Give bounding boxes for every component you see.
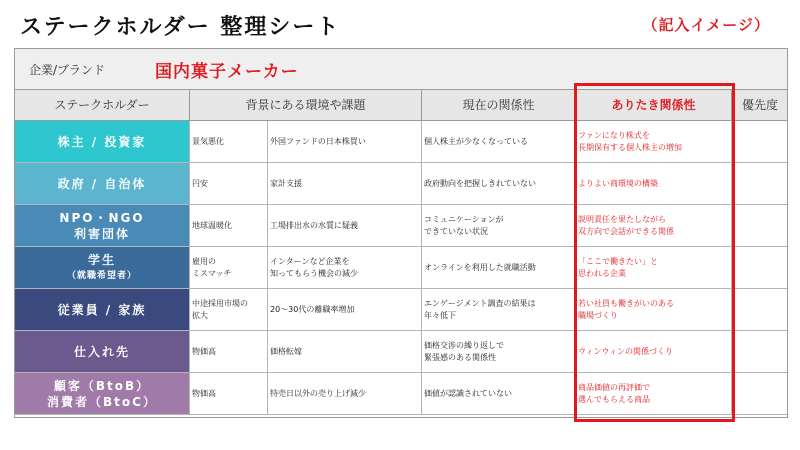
stakeholder-sub: （就職希望者） (66, 270, 137, 281)
background-cell[interactable] (267, 121, 421, 162)
background-cell-text: 特売日以外の売り上げ減少 (270, 388, 366, 398)
stakeholder-name: 顧客（BtoB） (53, 378, 151, 393)
page-title: ステークホルダー 整理シート (20, 15, 341, 40)
stakeholder-label (15, 121, 189, 162)
ideal-relation-cell[interactable] (575, 205, 731, 246)
stakeholder-sub: 利害団体 (73, 226, 130, 241)
current-relation-cell[interactable] (421, 373, 575, 414)
stakeholder-label (15, 247, 189, 288)
background-cell-text: 家計支援 (270, 178, 302, 188)
stakeholder-label (15, 205, 189, 246)
category-cell-text: 中途採用市場の 拡大 (192, 298, 248, 320)
example-note: （記入イメージ） (642, 16, 770, 34)
background-cell-text: 工場排出水の水質に疑義 (270, 220, 358, 230)
stakeholder-name: NPO・NGO (59, 210, 145, 225)
background-cell-text: 外国ファンドの日本株買い (270, 136, 366, 146)
background-cell-text: 20〜30代の離職率増加 (270, 304, 355, 314)
header-ideal: ありたき関係性 (575, 90, 731, 120)
category-cell[interactable] (189, 373, 267, 414)
category-cell[interactable] (189, 163, 267, 204)
priority-cell[interactable] (731, 163, 787, 204)
table-row (15, 163, 787, 205)
table-row (15, 121, 787, 163)
brand-value[interactable]: 国内菓子メーカー (155, 62, 299, 82)
background-cell-text: 価格転嫁 (270, 346, 302, 356)
stakeholder-name: 従業員 / 家族 (57, 302, 147, 317)
current-relation-cell-text: エンゲージメント調査の結果は 年々低下 (424, 298, 536, 320)
background-cell[interactable] (267, 289, 421, 330)
current-relation-cell-text: 個人株主が少なくなっている (424, 136, 528, 146)
category-cell[interactable] (189, 289, 267, 330)
table-row (15, 205, 787, 247)
current-relation-cell-text: オンラインを利用した就職活動 (424, 262, 536, 272)
background-cell[interactable] (267, 373, 421, 414)
ideal-relation-cell-text: 商品価値の再評価で 選んでもらえる商品 (578, 382, 650, 404)
table-row (15, 331, 787, 373)
category-cell-text: 物価高 (192, 346, 216, 356)
background-cell[interactable] (267, 247, 421, 288)
current-relation-cell-text: 価格交渉の繰り返しで 緊張感のある関係性 (424, 340, 504, 362)
category-cell-text: 景気悪化 (192, 136, 224, 146)
table-row (15, 289, 787, 331)
stakeholder-sheet (14, 48, 788, 418)
current-relation-cell-text: 政府動向を把握しきれていない (424, 178, 536, 188)
current-relation-cell[interactable] (421, 205, 575, 246)
category-cell-text: 地球温暖化 (192, 220, 232, 230)
ideal-relation-cell-text: ファンになり株式を 長期保有する個人株主の増加 (578, 130, 682, 152)
priority-cell[interactable] (731, 205, 787, 246)
stakeholder-label (15, 331, 189, 372)
header-background: 背景にある環境や課題 (189, 90, 421, 120)
category-cell[interactable] (189, 247, 267, 288)
header-current: 現在の関係性 (421, 90, 575, 120)
brand-bar (15, 49, 787, 90)
ideal-relation-cell-text: よりよい商環境の構築 (578, 178, 658, 188)
category-cell-text: 雇用の ミスマッチ (192, 256, 232, 278)
ideal-relation-cell-text: 説明責任を果たしながら 双方向で会話ができる関係 (578, 214, 674, 236)
current-relation-cell[interactable] (421, 163, 575, 204)
stakeholder-label (15, 373, 189, 414)
priority-cell[interactable] (731, 247, 787, 288)
stakeholder-name: 仕入れ先 (73, 344, 130, 359)
priority-cell[interactable] (731, 121, 787, 162)
header-priority: 優先度 (731, 90, 788, 120)
table-header (15, 90, 787, 121)
category-cell[interactable] (189, 121, 267, 162)
ideal-relation-cell-text: ウィンウィンの関係づくり (578, 346, 674, 356)
category-cell-text: 円安 (192, 178, 208, 188)
background-cell[interactable] (267, 205, 421, 246)
brand-label: 企業/ブランド (29, 63, 106, 77)
priority-cell[interactable] (731, 289, 787, 330)
stakeholder-name: 政府 / 自治体 (57, 176, 147, 191)
ideal-relation-cell[interactable] (575, 373, 731, 414)
stakeholder-sub: 消費者（BtoC） (47, 394, 157, 409)
current-relation-cell[interactable] (421, 289, 575, 330)
ideal-relation-cell-text: 「ここで働きたい」と 思われる企業 (578, 256, 658, 278)
header-stakeholder: ステークホルダー (54, 98, 150, 112)
category-cell-text: 物価高 (192, 388, 216, 398)
current-relation-cell[interactable] (421, 331, 575, 372)
ideal-relation-cell[interactable] (575, 247, 731, 288)
category-cell[interactable] (189, 205, 267, 246)
background-cell[interactable] (267, 163, 421, 204)
current-relation-cell-text: コミュニケーションが できていない状況 (424, 214, 504, 236)
ideal-relation-cell[interactable] (575, 289, 731, 330)
ideal-relation-cell[interactable] (575, 121, 731, 162)
ideal-relation-cell[interactable] (575, 163, 731, 204)
priority-cell[interactable] (731, 331, 787, 372)
stakeholder-name: 株主 / 投資家 (57, 134, 147, 149)
current-relation-cell[interactable] (421, 247, 575, 288)
current-relation-cell[interactable] (421, 121, 575, 162)
ideal-relation-cell[interactable] (575, 331, 731, 372)
category-cell[interactable] (189, 331, 267, 372)
table-row (15, 373, 787, 415)
stakeholder-label (15, 289, 189, 330)
current-relation-cell-text: 価値が認識されていない (424, 388, 512, 398)
priority-cell[interactable] (731, 373, 787, 414)
background-cell[interactable] (267, 331, 421, 372)
table-row (15, 247, 787, 289)
ideal-relation-cell-text: 若い社員も働きがいのある 職場づくり (578, 298, 674, 320)
stakeholder-label (15, 163, 189, 204)
stakeholder-name: 学生 (87, 252, 116, 267)
background-cell-text: インターンなど企業を 知ってもらう機会の減少 (270, 256, 358, 278)
